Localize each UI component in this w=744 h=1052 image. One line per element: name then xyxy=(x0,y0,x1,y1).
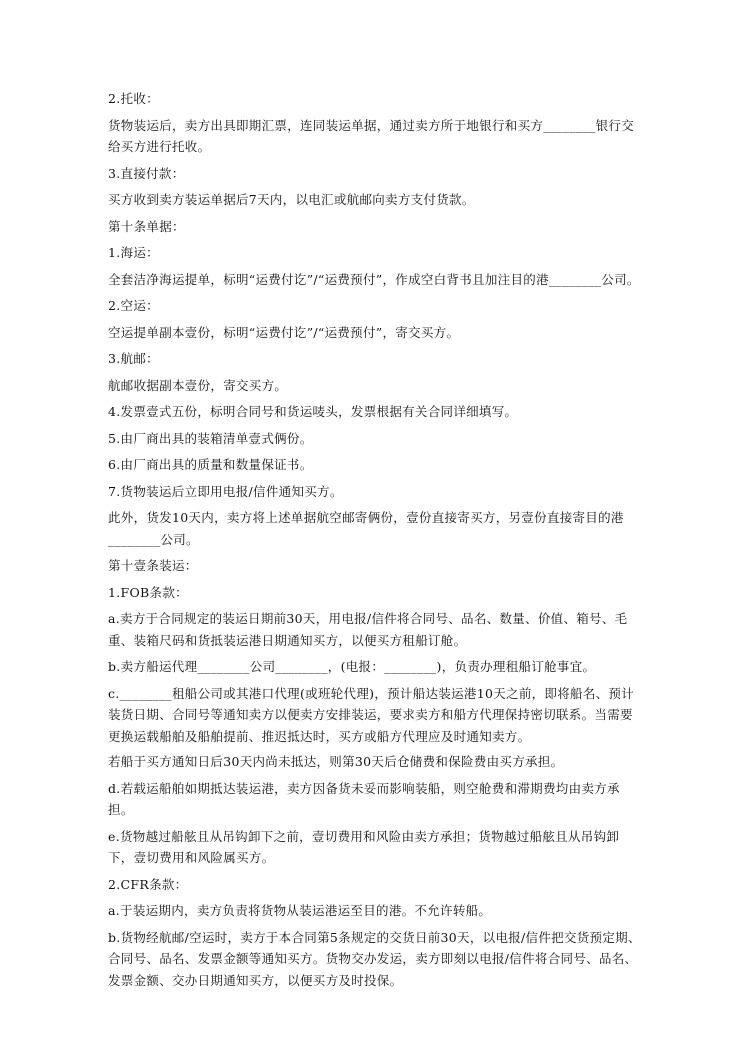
section-title-shipment: 第十壹条装运： xyxy=(108,558,198,573)
list-item-shipment-notice: 7.货物装运后立即用电报/信件通知买方。 xyxy=(108,483,343,499)
paragraph-fob-c: c.________租船公司或其港口代理(或班轮代理)，预计船达装运港10天之前，即将船名、预计装货日期、合同号等通知卖方以便卖方安排装运，要求卖方和船方代理保持密切联系。当需要更换运载船舶及船舶提前、推迟抵达时，买方或船方代理应及时通知卖方。 xyxy=(108,685,635,744)
list-item-packing-list: 5.由厂商出具的装箱清单壹式俩份。 xyxy=(108,430,313,446)
paragraph-cfr-b: b.货物经航邮/空运时，卖方于本合同第5条规定的交货日前30天，以电报/信件把交货预定期、合同号、品名、发票金额等通知买方。货物交办发运，卖方即刻以电报/信件将合同号、品名、发票金额、交办日期通知买方，以便买方及时投保。 xyxy=(108,929,641,988)
heading-air-mail: 3.航邮： xyxy=(108,351,159,366)
paragraph-air-mail: 航邮收据副本壹份，寄交买方。 xyxy=(108,377,288,393)
heading-cfr-terms: 2.CFR条款： xyxy=(108,876,188,892)
paragraph-fob-a: a.卖方于合同规定的装运日期前30天，用电报/信件将合同号、品名、数量、价值、箱号、毛重、装箱尺码和货抵装运港日期通知买方，以便买方租船订舱。 xyxy=(108,611,628,648)
heading-fob-terms: 1.FOB条款： xyxy=(108,584,188,600)
paragraph-fob-e: e.货物越过船舷且从吊钩卸下之前，壹切费用和风险由卖方承担；货物越过船舷且从吊钩卸下，壹切费用和风险属买方。 xyxy=(108,828,620,865)
heading-sea-transport: 1.海运： xyxy=(108,245,159,260)
section-title-documents: 第十条单据： xyxy=(108,218,185,234)
list-item-quality-certificate: 6.由厂商出具的质量和数量保证书。 xyxy=(108,457,313,472)
paragraph-collection: 货物装运后，卖方出具即期汇票，连同装运单据，通过卖方所于地银行和买方________银行交给买方进行托收。 xyxy=(108,117,635,154)
paragraph-direct-payment: 买方收到卖方装运单据后7天内，以电汇或航邮向卖方支付货款。 xyxy=(108,192,475,207)
heading-direct-payment: 3.直接付款： xyxy=(108,165,185,181)
paragraph-cfr-a: a.于装运期内，卖方负责将货物从装运港运至目的港。不允许转船。 xyxy=(108,903,492,918)
paragraph-air-transport: 空运提单副本壹份，标明“运费付讫”/“运费预付”，寄交买方。 xyxy=(108,324,460,340)
paragraph-fob-b: b.卖方船运代理________公司________，(电报：________)，负责办理租船订舱事宜。 xyxy=(108,659,596,674)
heading-air-transport: 2.空运： xyxy=(108,298,159,313)
paragraph-fob-c-continued: 若船于买方通知日后30天内尚未抵达，则第30天后仓储费和保险费由买方承担。 xyxy=(108,754,564,769)
heading-collection: 2.托收： xyxy=(108,91,159,106)
paragraph-additional-documents: 此外，货发10天内，卖方将上述单据航空邮寄俩份，壹份直接寄买方，另壹份直接寄目的港________公司。 xyxy=(108,510,624,547)
list-item-invoice: 4.发票壹式五份，标明合同号和货运唛头，发票根据有关合同详细填写。 xyxy=(108,404,518,419)
paragraph-sea-transport: 全套洁净海运提单，标明“运费付讫”/“运费预付”，作成空白背书且加注目的港________公司。 xyxy=(108,271,640,287)
document-body xyxy=(108,88,644,996)
paragraph-fob-d: d.若载运船舶如期抵达装运港，卖方因备货未妥而影响装船，则空舱费和滞期费均由卖方承担。 xyxy=(108,780,620,817)
